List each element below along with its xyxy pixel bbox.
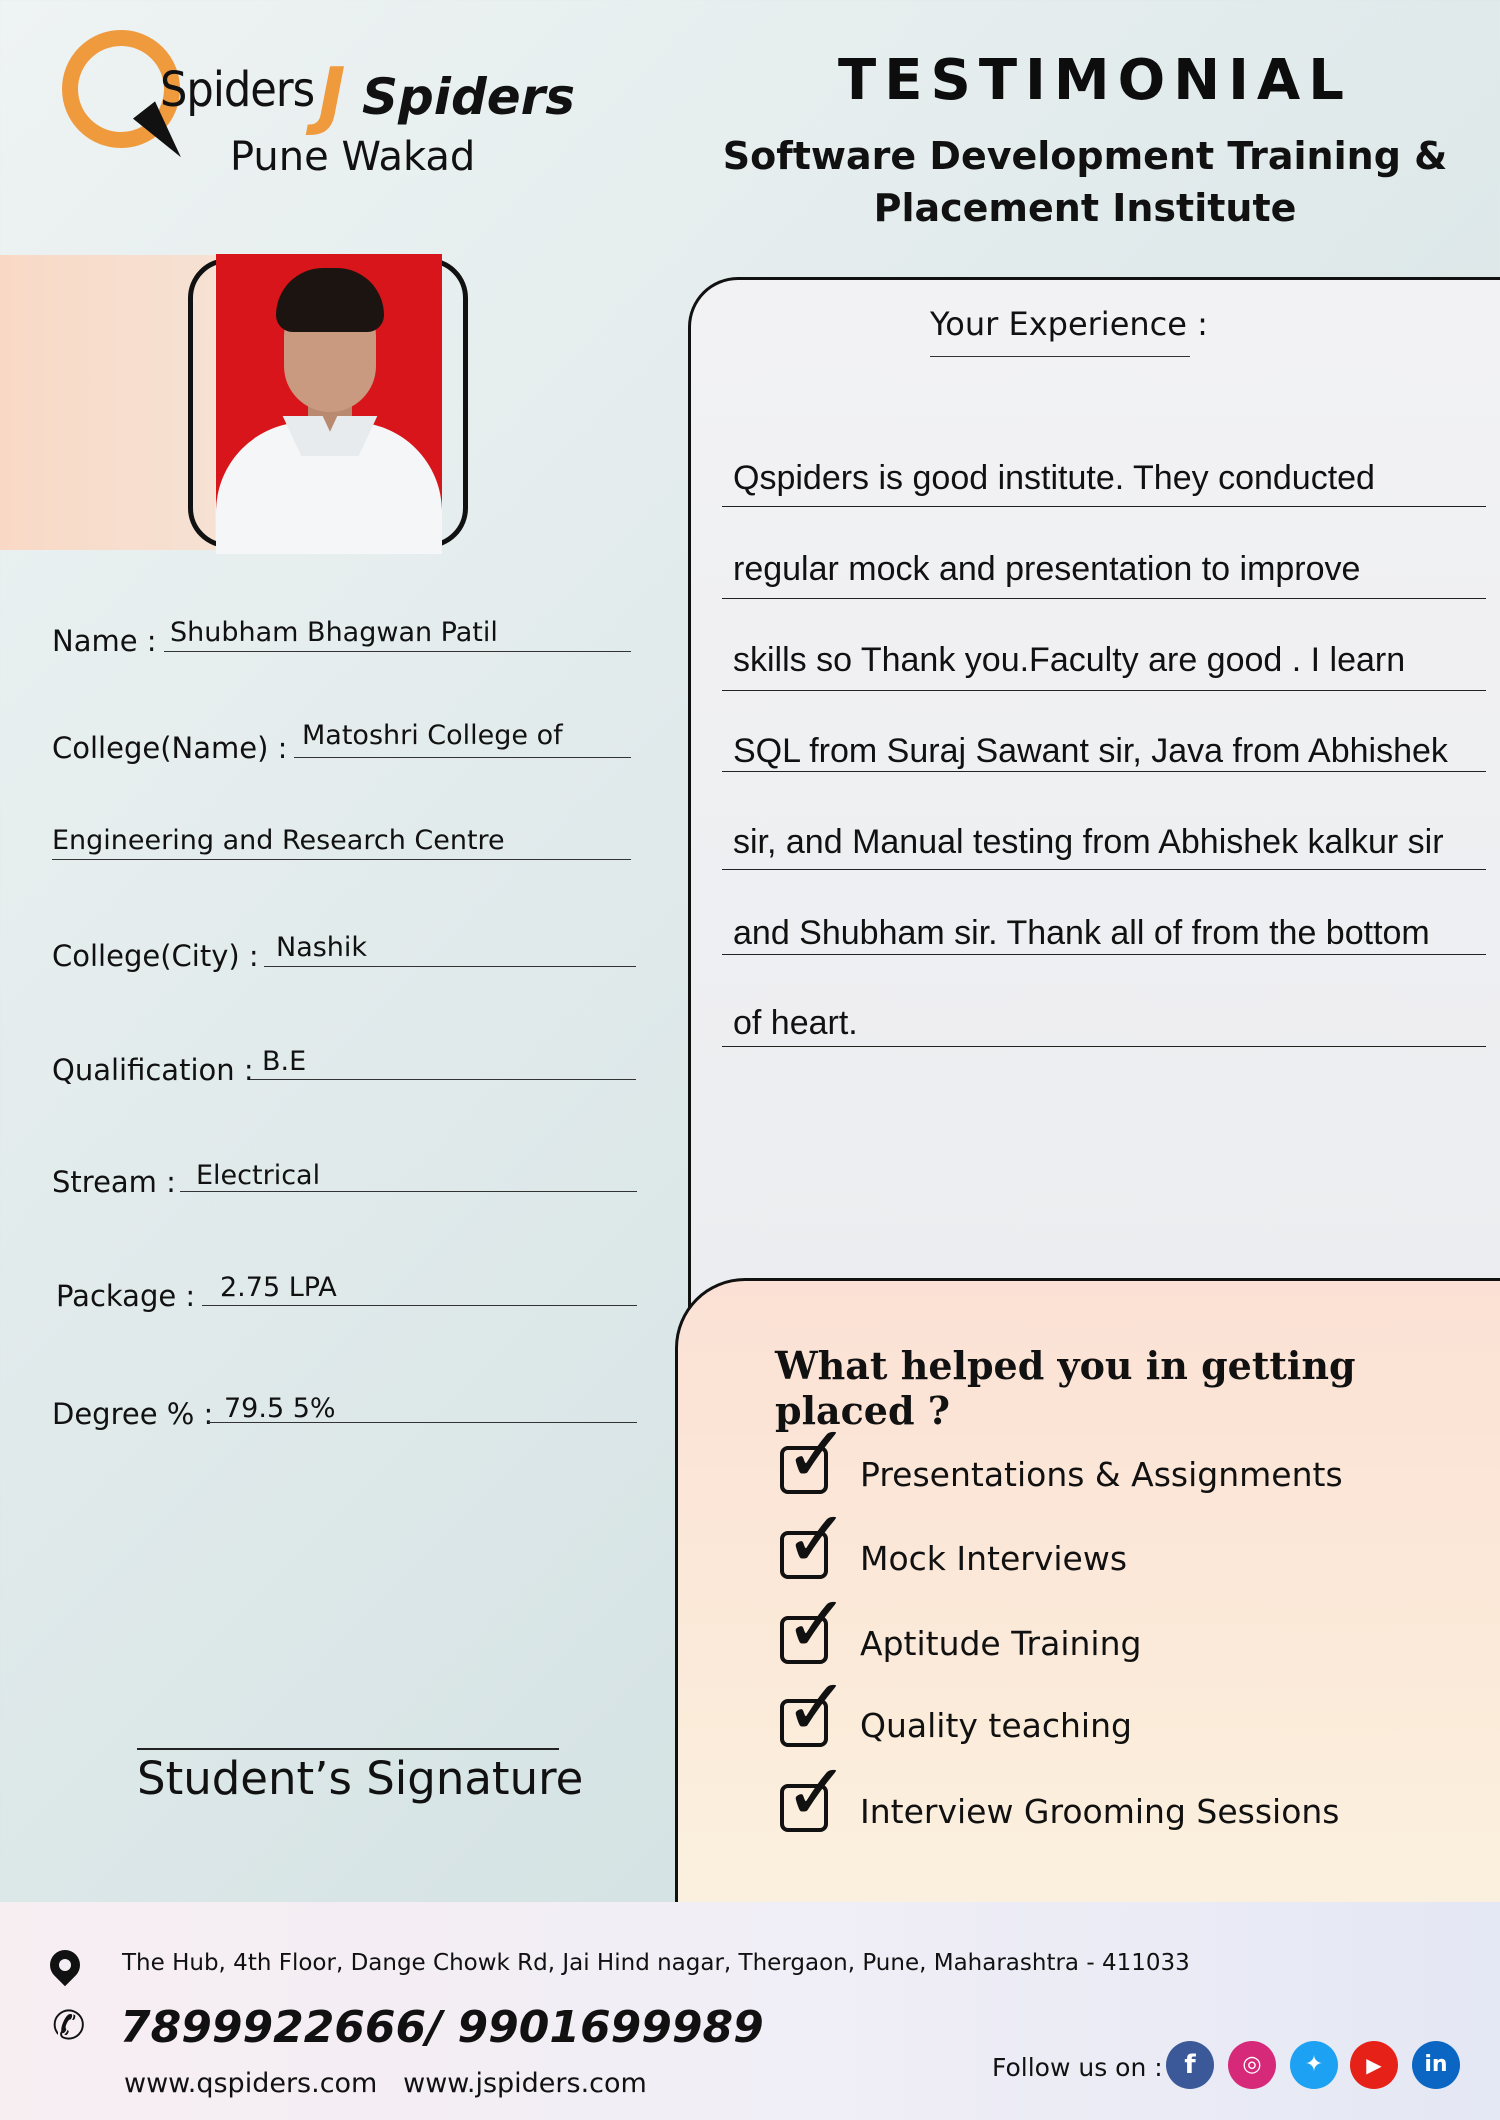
linkedin-icon[interactable]: in <box>1412 2041 1460 2089</box>
help-item: Presentations & Assignments <box>860 1455 1343 1494</box>
experience-rule <box>722 869 1486 870</box>
degree-percent-underline <box>208 1422 637 1423</box>
degree-percent-label: Degree % : <box>52 1397 214 1431</box>
college-city-value: Nashik <box>276 932 368 963</box>
college-city-label: College(City) : <box>52 939 259 973</box>
checkmark-icon: ✓ <box>784 1580 850 1670</box>
checkmark-icon: ✓ <box>784 1410 850 1500</box>
experience-rule <box>722 954 1486 955</box>
help-item: Aptitude Training <box>860 1624 1142 1663</box>
stream-underline <box>180 1191 637 1192</box>
package-value: 2.75 LPA <box>220 1272 337 1303</box>
qualification-label: Qualification : <box>52 1053 254 1087</box>
photo-hair <box>276 268 384 332</box>
experience-rule <box>722 598 1486 599</box>
help-item: Mock Interviews <box>860 1539 1128 1578</box>
experience-line: sir, and Manual testing from Abhishek kalkur sir <box>733 823 1444 861</box>
signature-line <box>137 1748 559 1750</box>
jspiders-logo-letter: J <box>318 52 346 138</box>
college-name-value: Matoshri College of <box>302 720 563 751</box>
college-name-label: College(Name) : <box>52 731 288 765</box>
experience-line: of heart. <box>733 1004 858 1042</box>
help-item: Quality teaching <box>860 1706 1132 1745</box>
instagram-icon[interactable]: ◎ <box>1228 2041 1276 2089</box>
college-city-underline <box>264 966 636 967</box>
address: The Hub, 4th Floor, Dange Chowk Rd, Jai Hind nagar, Thergaon, Pune, Maharashtra - 411033 <box>122 1950 1190 1976</box>
experience-line: skills so Thank you.Faculty are good . I learn <box>733 641 1406 679</box>
jspiders-logo-text: Spiders <box>362 68 576 126</box>
placement-help-title: What helped you in getting placed ? <box>775 1343 1356 1433</box>
phone-icon: ✆ <box>52 2003 86 2049</box>
name-label: Name : <box>52 624 157 658</box>
experience-line: regular mock and presentation to improve <box>733 550 1361 588</box>
degree-percent-value: 79.5 5% <box>224 1393 336 1424</box>
experience-line: and Shubham sir. Thank all of from the bottom <box>733 914 1430 952</box>
experience-rule <box>722 506 1486 507</box>
experience-line: Qspiders is good institute. They conducted <box>733 459 1375 497</box>
package-label: Package : <box>56 1279 196 1313</box>
checkmark-icon: ✓ <box>784 1748 850 1838</box>
stream-value: Electrical <box>196 1160 321 1191</box>
qualification-value: B.E <box>262 1046 307 1077</box>
location-pin-dot <box>59 1959 71 1971</box>
branch-name: Pune Wakad <box>230 134 476 180</box>
youtube-icon[interactable]: ▶ <box>1350 2041 1398 2089</box>
twitter-icon[interactable]: ✦ <box>1290 2041 1338 2089</box>
qspiders-logo-text: Spiders <box>160 62 315 118</box>
phone-numbers: 7899922666/ 9901699989 <box>120 2002 764 2053</box>
package-underline <box>202 1305 637 1306</box>
experience-rule <box>722 1046 1486 1047</box>
checkmark-icon: ✓ <box>784 1663 850 1753</box>
qualification-underline <box>250 1079 636 1080</box>
experience-line: SQL from Suraj Sawant sir, Java from Abhishek <box>733 732 1448 770</box>
help-item: Interview Grooming Sessions <box>860 1792 1340 1831</box>
experience-rule <box>722 690 1486 691</box>
subtitle-line-2: Placement Institute <box>873 186 1297 230</box>
signature-label: Student’s Signature <box>137 1752 584 1805</box>
facebook-icon[interactable]: f <box>1166 2041 1214 2089</box>
page-title: TESTIMONIAL <box>838 48 1352 113</box>
photo-background-band <box>0 255 215 550</box>
name-underline <box>164 651 631 652</box>
follow-us-label: Follow us on : <box>992 2053 1163 2082</box>
page-subtitle <box>690 130 1480 234</box>
college-name-underline <box>294 757 631 758</box>
college-name-value-cont: Engineering and Research Centre <box>52 825 505 856</box>
website-links[interactable]: www.qspiders.com www.jspiders.com <box>124 2068 647 2099</box>
checkmark-icon: ✓ <box>784 1495 850 1585</box>
name-value: Shubham Bhagwan Patil <box>170 617 498 648</box>
stream-label: Stream : <box>52 1165 176 1199</box>
student-photo <box>216 254 442 554</box>
college-name-cont-underline <box>52 859 631 860</box>
experience-heading-underline <box>930 356 1190 357</box>
experience-rule <box>722 771 1486 772</box>
subtitle-line-1: Software Development Training & <box>722 134 1448 178</box>
experience-heading: Your Experience : <box>930 305 1208 343</box>
